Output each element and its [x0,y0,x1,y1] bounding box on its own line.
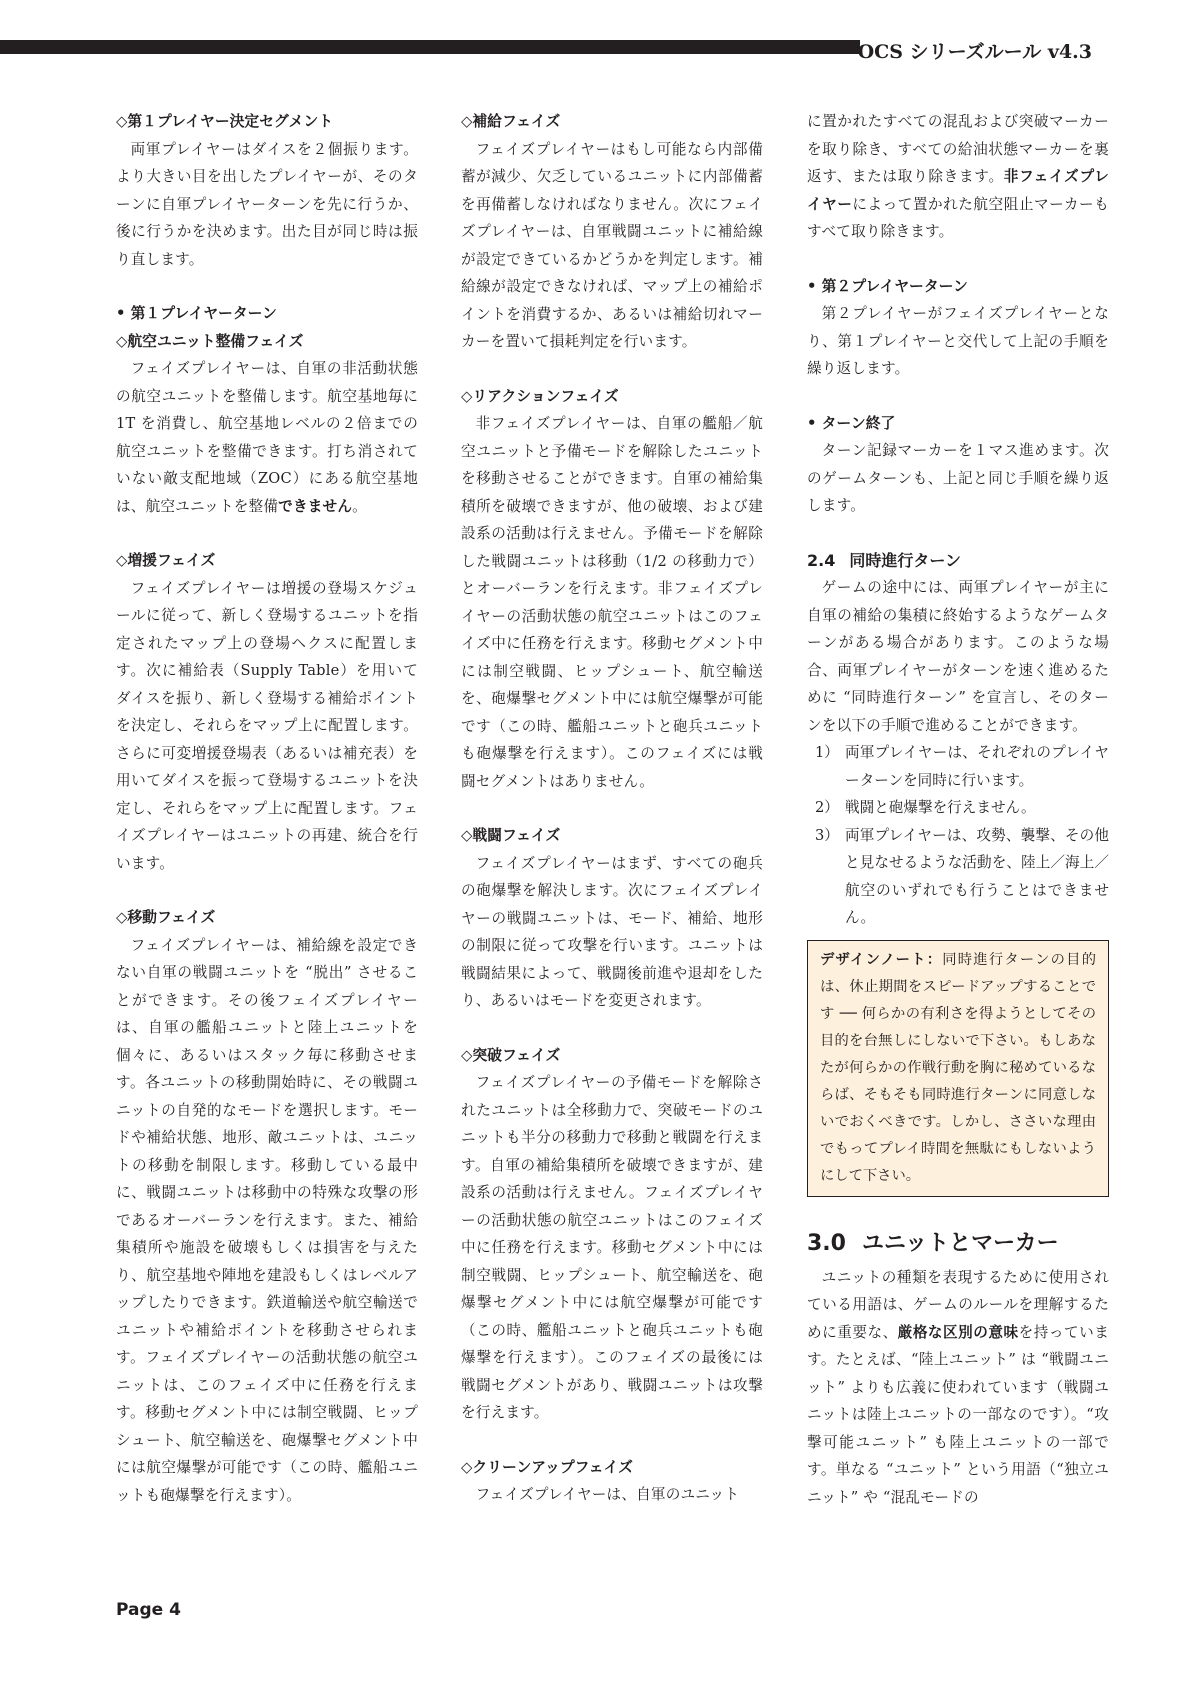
paragraph: フェイズプレイヤーは、補給線を設定できない自軍の戦闘ユニットを “脱出” させることができます。その後フェイズプレイヤーは、自軍の艦船ユニットと陸上ユニットを個々に、あるいはスタック毎に移動させます。各ユニットの移動開始時に、その戦闘ユニットの自発的なモードを選択します。モードや補給状態、地形、敵ユニットは、ユニットの移動を制限します。移動している最中に、戦闘ユニットは移動中の特殊な攻撃の形であるオーバーランを行えます。また、補給集積所や施設を破壊もしくは損害を与えたり、航空基地や陣地を建設もしくはレベルアップしたりできます。鉄道輸送や航空輸送でユニットや補給ポイントを移動させられます。フェイズプレイヤーの活動状態の航空ユニットは、このフェイズ中に任務を行えます。移動セグメント中には制空戦闘、ヒップシュート、航空輸送を、砲爆撃セグメント中には航空爆撃が可能です（この時、艦船ユニットも砲爆撃を行えます）。 [116,936,418,1504]
list-item-number: 3） [815,826,839,844]
paragraph [116,355,418,520]
heading-first-player-turn: • 第１プレイヤーターン [116,305,277,322]
paragraph: フェイズプレイヤーはもし可能なら内部備蓄が減少、欠乏しているユニットに内部備蓄を再備蓄しなければなりません。次にフェイズプレイヤーは、自軍戦闘ユニットに補給線が設定できているかどうかを判定します。補給線が設定できなければ、マップ上の補給ポイントを消費するか、あるいは補給切れマーカーを置いて損耗判定を行います。 [461,140,763,350]
list-item [807,822,1109,932]
heading-reaction-phase: ◇リアクションフェイズ [461,387,619,405]
section-heading-3-0 [807,1224,1109,1264]
heading-movement-phase: ◇移動フェイズ [116,909,216,926]
list-item-text: 両軍プレイヤーは、攻勢、襲撃、その他と見なせるような活動を、陸上／海上／航空のいずれでも行うことはできません。 [845,826,1109,926]
design-note-text: 同時進行ターンの目的は、休止期間をスピードアップすることです ── 何らかの有利さを得ようとしてその目的を台無しにしないで下さい。もしあなたが何らかの作戦行動を胸に秘めているならば、そもそも同時進行ターンに同意しないでおくべきです。しかし、ささいな理由でもってプレイ時間を無駄にもしないようにして下さい。 [820,951,1097,1184]
text-run: 。 [352,497,367,515]
heading-combat-phase: ◇戦闘フェイズ [461,827,561,844]
text-run: ユニットの種類を表現するために使用されている用語は、ゲームのルールを理解するために重要な、 [807,1268,1109,1341]
list-item [807,739,1109,794]
column-2 [461,108,763,1509]
emphasis-text: できません [278,497,353,515]
paragraph: 両軍プレイヤーはダイスを２個振ります。より大きい目を出したプレイヤーが、そのターンに自軍プレイヤーターンを先に行うか、後に行うかを決めます。出た目が同じ時は振り直します。 [116,140,418,268]
emphasis-text: 厳格な区別の意味 [897,1323,1019,1341]
emphasis-text: 非フェイズプレイヤー [807,168,1109,213]
column-3 [807,108,1109,1511]
column-1 [116,108,418,1509]
paragraph [807,108,1109,246]
paragraph: フェイズプレイヤーは、自軍のユニット [475,1486,740,1503]
paragraph: フェイズプレイヤーの予備モードを解除されたユニットは全移動力で、突破モードのユニットも半分の移動力で移動と戦闘を行えます。自軍の補給集積所を破壊できますが、建設系の活動は行えません。フェイズプレイヤーの活動状態の航空ユニットはこのフェイズ中に任務を行えます。移動セグメント中には制空戦闘、ヒップシュート、航空輸送を、砲爆撃セグメント中には航空爆撃が可能です（この時、艦船ユニットと砲兵ユニットも砲爆撃を行えます）。このフェイズの最後には戦闘セグメントがあり、戦闘ユニットは攻撃を行えます。 [461,1074,763,1421]
paragraph: ゲームの途中には、両軍プレイヤーが主に自軍の補給の集積に終始するようなゲームターンがある場合があります。このような場合、両軍プレイヤーがターンを速く進めるために “同時進行ターン” を宣言し、そのターンを以下の手順で進めることができます。 [807,579,1109,734]
heading-turn-end: • ターン終了 [807,414,896,432]
design-note-label: デザインノート： [820,951,943,968]
heading-first-player-segment: ◇第１プレイヤー決定セグメント [116,113,334,130]
design-note-box [807,940,1109,1197]
page-number: Page 4 [116,1600,181,1620]
list-item-text: 戦闘と砲爆撃を行えません。 [845,799,1036,816]
list-item-text: 両軍プレイヤーは、それぞれのプレイヤーターンを同時に行います。 [845,744,1109,789]
heading-second-player-turn: • 第２プレイヤーターン [807,277,968,295]
paragraph: 非フェイズプレイヤーは、自軍の艦船／航空ユニットと予備モードを解除したユニットを移動させることができます。自軍の補給集積所を破壊できますが、他の破壊、および建設系の活動は行えません。予備モードを解除した戦闘ユニットは移動（1/2 の移動力で）とオーバーランを行えます。非フェイズプレイヤーの活動状態の航空ユニットはこのフェイズ中に任務を行えます。移動セグメント中には制空戦闘、ヒップシュート、航空輸送を、砲爆撃セグメント中には航空爆撃が可能です（この時、艦船ユニットと砲兵ユニットも砲爆撃を行えます）。このフェイズには戦闘セグメントはありません。 [461,415,763,790]
text-run: に置かれたすべての混乱および突破マーカーを取り除き、すべての給油状態マーカーを裏返す、または取り除きます。 [807,113,1109,185]
list-item [807,794,1109,822]
text-run: によって置かれた航空阻止マーカーもすべて取り除きます。 [807,195,1109,240]
section-title: ユニットとマーカー [861,1230,1059,1256]
heading-supply-phase: ◇補給フェイズ [461,113,561,130]
list-item-number: 2） [815,799,839,816]
section-heading-2-4 [807,547,1109,575]
header-bar [0,40,860,54]
section-number: 3.0 [807,1230,846,1256]
paragraph: 第２プレイヤーがフェイズプレイヤーとなり、第１プレイヤーと交代して上記の手順を繰り返します。 [807,305,1109,377]
list-item-number: 1） [815,744,839,761]
paragraph: ターン記録マーカーを１マス進めます。次のゲームターンも、上記と同じ手順を繰り返します。 [807,442,1109,514]
section-number: 2.4 [807,550,836,570]
paragraph: フェイズプレイヤーはまず、すべての砲兵の砲爆撃を解決します。次にフェイズプレイヤーの戦闘ユニットは、モード、補給、地形の制限に従って攻撃を行います。ユニットは戦闘結果によって、戦闘後前進や退却をしたり、あるいはモードを変更されます。 [461,854,763,1009]
paragraph [807,1264,1109,1512]
heading-cleanup-phase: ◇クリーンアップフェイズ [461,1458,633,1476]
running-header-title: OCS シリーズルール v4.3 [857,41,1092,63]
heading-exploitation-phase: ◇突破フェイズ [461,1046,561,1064]
paragraph: フェイズプレイヤーは増援の登場スケジュールに従って、新しく登場するユニットを指定されたマップ上の登場ヘクスに配置します。次に補給表（Supply Table）を用いてダイスを振り、新しく登場する補給ポイントを決定し、それらをマップ上に配置します。さらに可変増援登場表（あるいは補充表）を用いてダイスを振って登場するユニットを決定し、それらをマップ上に配置します。フェイズプレイヤーはユニットの再建、統合を行います。 [116,579,418,872]
text-run: を持っています。たとえば、“陸上ユニット” は “戦闘ユニット” よりも広義に使われています（戦闘ユニットは陸上ユニットの一部なのです）。“攻撃可能ユニット” も陸上ユニットの一部です。単なる “ユニット” という用語（“独立ユニット” や “混乱モードの [807,1323,1110,1506]
heading-reinforcement-phase: ◇増援フェイズ [116,552,216,569]
text-run: フェイズプレイヤーは、自軍の非活動状態の航空ユニットを整備します。航空基地毎に 1T を消費し、航空基地レベルの２倍までの航空ユニットを整備できます。打ち消されていない敵支配地域（ZOC）にある航空基地は、航空ユニットを整備 [116,360,418,515]
heading-air-refit-phase: ◇航空ユニット整備フェイズ [116,332,304,350]
section-title: 同時進行ターン [849,550,962,570]
numbered-list [807,739,1109,932]
